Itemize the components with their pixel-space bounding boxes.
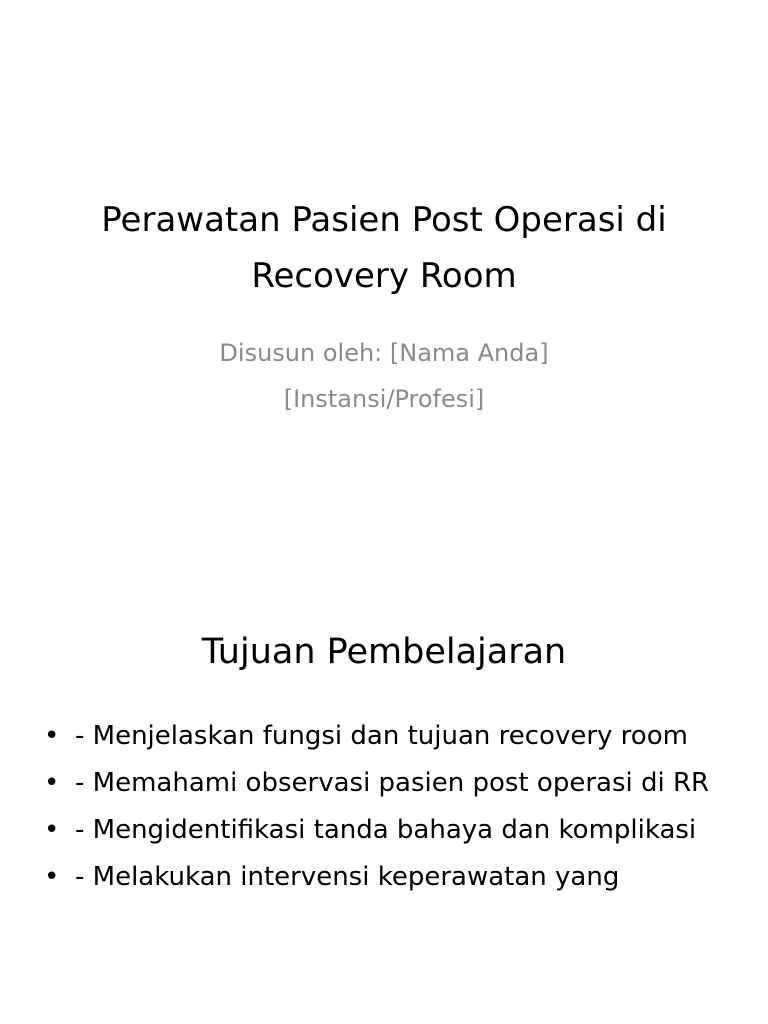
slide-subtitle: [40, 330, 728, 422]
bullet-icon: •: [44, 721, 60, 751]
list-item: [40, 763, 720, 804]
subtitle-author: Disusun oleh: [Nama Anda]: [219, 339, 549, 367]
list-item-text: - Menjelaskan fungsi dan tujuan recovery room: [75, 721, 688, 751]
list-item: [40, 810, 720, 851]
objectives-list: [40, 716, 720, 904]
list-item: [40, 716, 720, 757]
bullet-icon: •: [44, 815, 60, 845]
list-item-text: - Mengidentifikasi tanda bahaya dan komplikasi: [75, 815, 697, 845]
list-item-text: - Melakukan intervensi keperawatan yang: [75, 862, 620, 892]
subtitle-institution: [Instansi/Profesi]: [283, 385, 485, 413]
bullet-icon: •: [44, 862, 60, 892]
slide-title: Perawatan Pasien Post Operasi di Recovery Room: [101, 200, 667, 296]
list-item-text: - Memahami observasi pasien post operasi di RR: [75, 768, 710, 798]
list-item: [40, 857, 720, 898]
slide-heading: Tujuan Pembelajaran: [201, 632, 567, 672]
objectives-slide: [0, 576, 768, 1024]
bullet-icon: •: [44, 768, 60, 798]
